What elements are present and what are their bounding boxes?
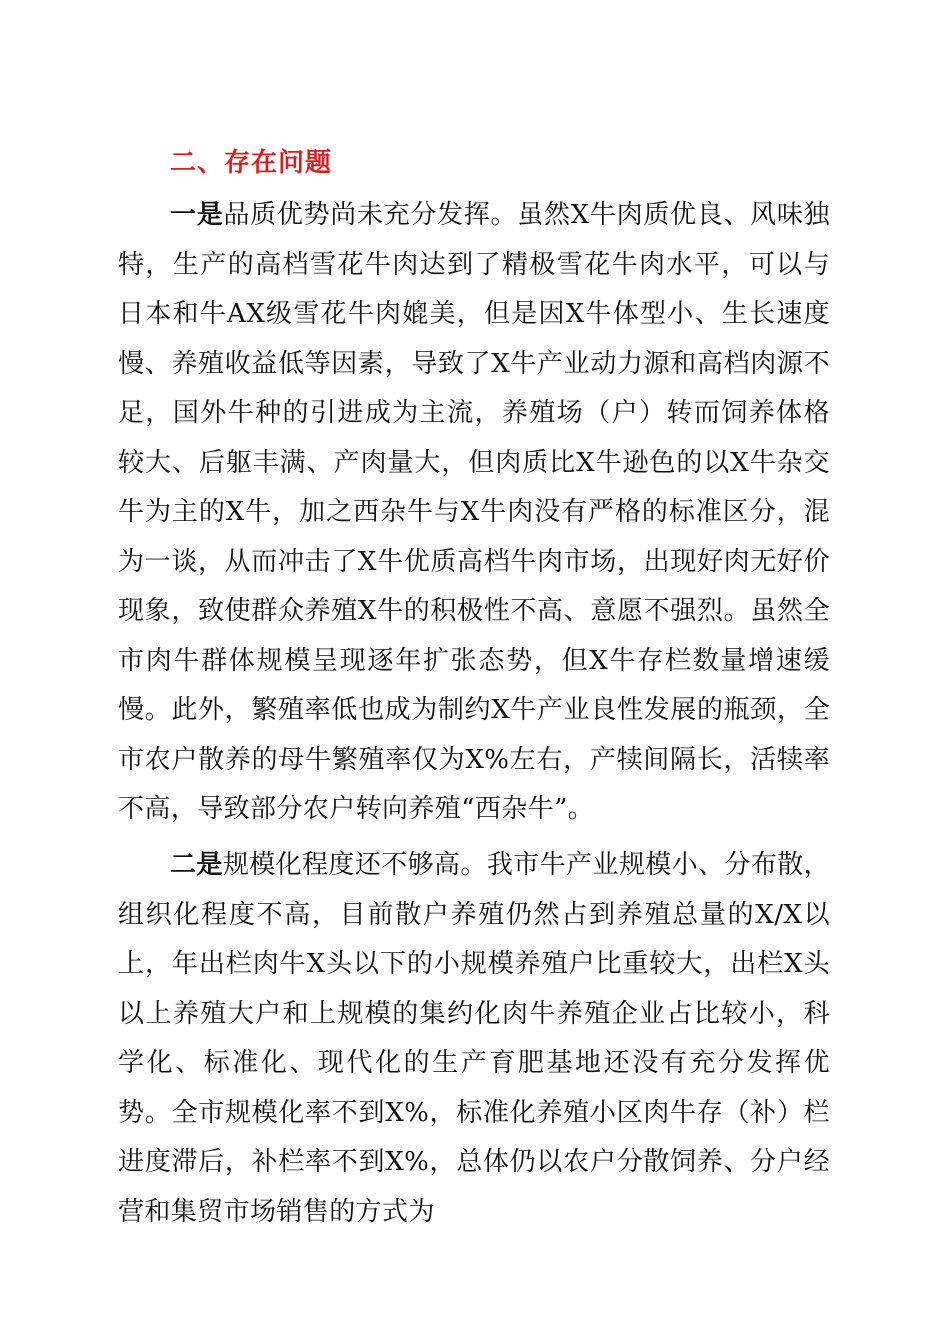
- paragraph-1-lead: 一是: [170, 200, 224, 230]
- paragraph-2-lead: 二是: [170, 850, 223, 880]
- paragraph-2-text: 规模化程度还不够高。我市牛产业规模小、分布散，组织化程度不高，目前散户养殖仍然占到养殖总量的X/X以上，年出栏肉牛X头以下的小规模养殖户比重较大，出栏X头以上养殖大户和上规模的集约化肉牛养殖企业占比较小，科学化、标准化、现代化的生产育肥基地还没有充分发挥优势。全市规模化率不到X%，标准化养殖小区肉牛存（补）栏进度滞后，补栏率不到X%，总体仍以农户分散饲养、分户经营和集贸市场销售的方式为: [118, 850, 831, 1227]
- section-heading: 二、存在问题: [170, 148, 333, 178]
- paragraph-2: [118, 841, 830, 1237]
- paragraph-1-text: 品质优势尚未充分发挥。虽然X牛肉质优良、风味独特，生产的高档雪花牛肉达到了精极雪花牛肉水平，可以与日本和牛AX级雪花牛肉媲美，但是因X牛体型小、生长速度慢、养殖收益低等因素，导致了X牛产业动力源和高档肉源不足，国外牛种的引进成为主流，养殖场（户）转而饲养体格较大、后躯丰满、产肉量大，但肉质比X牛逊色的以X牛杂交牛为主的X牛，加之西杂牛与X牛肉没有严格的标准区分，混为一谈，从而冲击了X牛优质高档牛肉市场，出现好肉无好价现象，致使群众养殖X牛的积极性不高、意愿不强烈。虽然全市肉牛群体规模呈现逐年扩张态势，但X牛存栏数量增速缓慢。此外，繁殖率低也成为制约X牛产业良性发展的瓶颈，全市农户散养的母牛繁殖率仅为X%左右，产犊间隔长，活犊率不高，导致部分农户转向养殖“西杂牛”。: [118, 200, 830, 824]
- paragraph-1: [118, 191, 830, 835]
